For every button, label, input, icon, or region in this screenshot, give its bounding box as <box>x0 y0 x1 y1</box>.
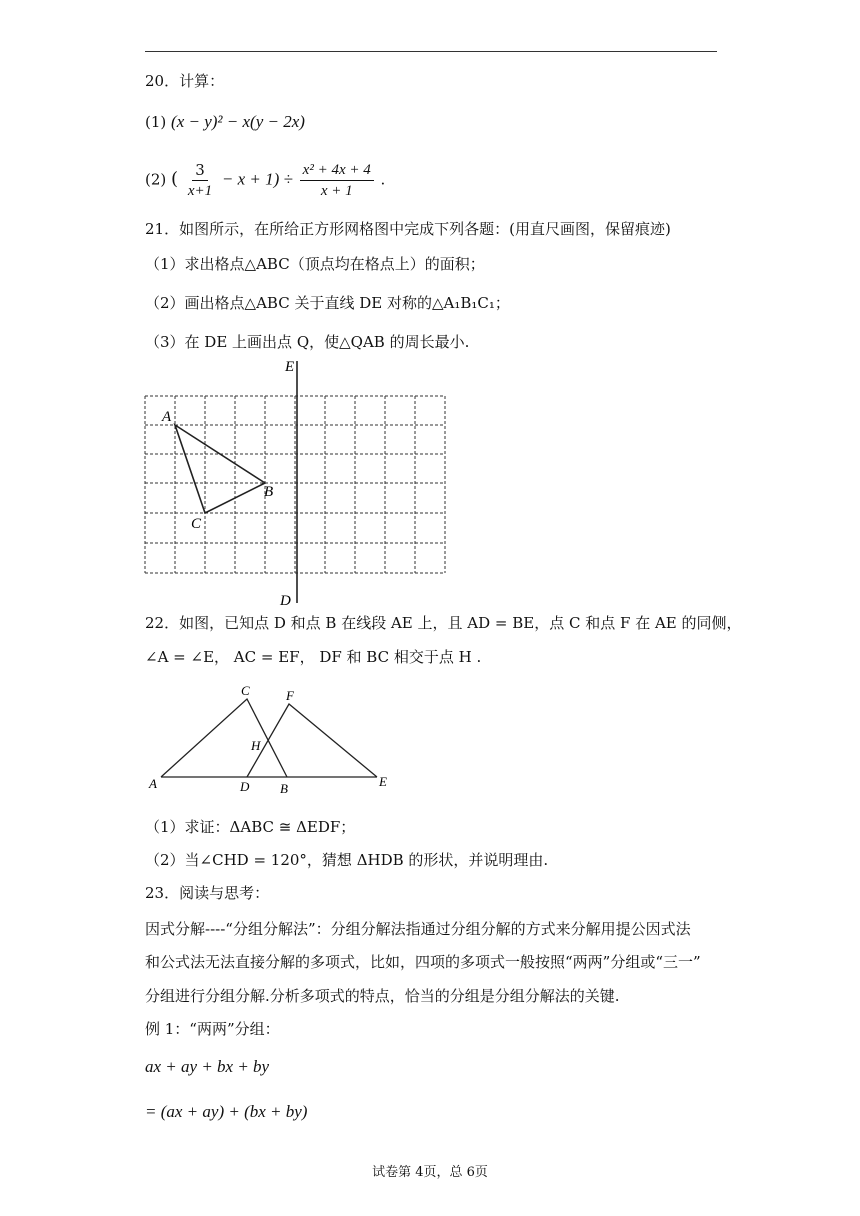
q22-item1: （1）求证：ΔABC ≅ ΔEDF； <box>145 818 356 836</box>
header-rule <box>145 51 717 52</box>
q22-item2: （2）当∠CHD = 120°，猜想 ΔHDB 的形状，并说明理由. <box>145 851 549 869</box>
label-d: D <box>280 593 291 609</box>
label-a: A <box>149 776 157 791</box>
triangle-abc <box>161 699 287 777</box>
q21-grid-figure <box>140 355 450 610</box>
q21-item2: （2）画出格点△ABC 关于直线 DE 对称的△A₁B₁C₁； <box>145 294 510 312</box>
q20-part1-label: (1) <box>145 113 167 131</box>
q20-fraction-1: $\frac{3}{x+1}$ <box>187 161 213 199</box>
q20-part1-expr: (x − y)² − x(y − 2x) <box>171 112 305 131</box>
q20-part2: (2) ( $\frac{3}{x+1}$ − x + 1) ÷ $\frac{\text{x² + 4x + 4}}{x + 1}$ . <box>145 161 386 199</box>
q21-item3: （3）在 DE 上画出点 Q，使△QAB 的周长最小. <box>145 333 470 351</box>
q22-line2: ∠A = ∠E， AC = EF， DF 和 BC 相交于点 H . <box>145 648 482 666</box>
q22-figure <box>140 682 400 797</box>
label-b: B <box>280 781 288 796</box>
q20-title: 20．计算： <box>145 72 225 90</box>
triangle-abc <box>175 425 265 513</box>
label-f: F <box>286 688 294 703</box>
label-c: C <box>241 683 250 698</box>
q23-expr1: ax + ay + bx + by <box>145 1057 270 1076</box>
label-e: E <box>285 359 295 375</box>
label-e: E <box>379 774 387 789</box>
q23-para1: 因式分解----“分组分解法”：分组分解法指通过分组分解的方式来分解用提公因式法 <box>145 920 691 938</box>
label-h: H <box>251 738 261 753</box>
label-c: C <box>191 516 202 532</box>
q20-fraction-2: $\frac{\text{x² + 4x + 4}}{x + 1}$ <box>300 160 374 201</box>
q23-title: 23．阅读与思考： <box>145 884 270 902</box>
q23-para3: 分组进行分组分解.分析多项式的特点，恰当的分组是分组分解法的关键. <box>145 987 620 1005</box>
q23-para2: 和公式法无法直接分解的多项式，比如，四项的多项式一般按照“两两”分组或“三一” <box>145 953 701 971</box>
q20-part2-mid: − x + 1) ÷ <box>221 169 293 189</box>
label-d: D <box>240 779 250 794</box>
label-a: A <box>162 409 172 425</box>
label-b: B <box>264 484 274 500</box>
page-footer: 试卷第 4页，总 6页 <box>372 1165 488 1180</box>
q23-expr2: = (ax + ay) + (bx + by) <box>145 1102 308 1121</box>
q20-part2-label: (2) <box>145 170 167 189</box>
triangle-def <box>247 704 377 777</box>
q21-title: 21．如图所示，在所给正方形网格图中完成下列各题：(用直尺画图，保留痕迹) <box>145 220 671 238</box>
q21-item1: （1）求出格点△ABC（顶点均在格点上）的面积； <box>145 255 485 273</box>
q22-line1: 22．如图，已知点 D 和点 B 在线段 AE 上，且 AD = BE，点 C 和点 F 在 AE 的同侧， <box>145 614 742 632</box>
q20-part1 <box>145 111 305 133</box>
q23-example: 例 1：“两两”分组： <box>145 1020 280 1038</box>
